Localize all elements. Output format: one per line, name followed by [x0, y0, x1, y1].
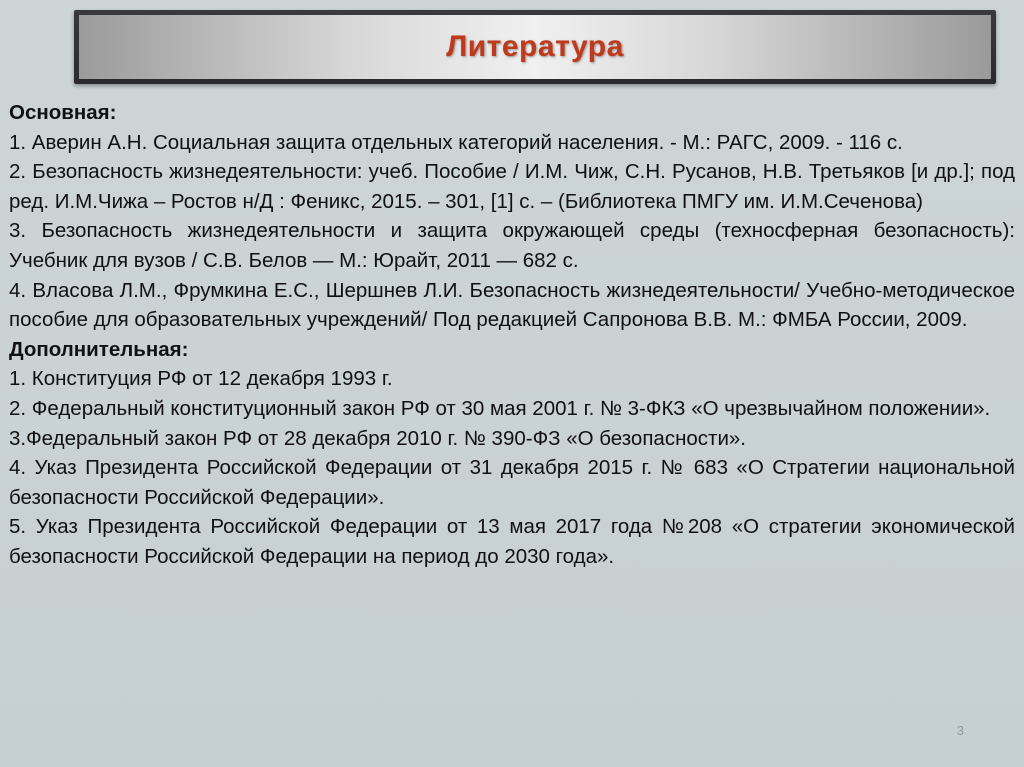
reference-item: 1. Аверин А.Н. Социальная защита отдельных категорий населения. - М.: РАГС, 2009. - 116 с.	[9, 130, 903, 154]
title-bar	[79, 15, 991, 79]
page-number: 3	[956, 723, 964, 738]
references-list	[9, 98, 1015, 572]
reference-item: 3.Федеральный закон РФ от 28 декабря 2010 г. № 390-ФЗ «О безопасности».	[9, 426, 746, 450]
reference-item: 1. Конституция РФ от 12 декабря 1993 г.	[9, 367, 393, 391]
section-header-main: Основная:	[9, 101, 117, 124]
section-header-extra: Дополнительная:	[9, 337, 189, 361]
reference-item: 4. Указ Президента Российской Федерации от 31 декабря 2015 г. № 683 «О Стратегии национальной безопасности Российской Федерации».	[9, 456, 1015, 509]
reference-item: 4. Власова Л.М., Фрумкина Е.С., Шершнев Л.И. Безопасность жизнедеятельности/ Учебно-методическое пособие для образовательных учреждений/ Под редакцией Сапронова В.В. М.: ФМБА России, 2009.	[9, 278, 1015, 332]
reference-item: 5. Указ Президента Российской Федерации от 13 мая 2017 года №208 «О стратегии экономической безопасности Российской Федерации на период до 2030 года».	[9, 515, 1015, 568]
reference-item: 2. Безопасность жизнедеятельности: учеб. Пособие / И.М. Чиж, С.Н. Русанов, Н.В. Третьяков [и др.]; под ред. И.М.Чижа – Ростов н/Д : Феникс, 2015. – 301, [1] с. – (Библиотека ПМГУ им. И.М.Сеченова)	[9, 160, 1015, 213]
title-banner	[74, 10, 996, 84]
page-title: Литература	[446, 30, 624, 63]
reference-item: 3. Безопасность жизнедеятельности и защита окружающей среды (техносферная безопасность): Учебник для вузов / С.В. Белов — М.: Юрайт, 2011 — 682 с.	[9, 219, 1015, 272]
reference-item: 2. Федеральный конституционный закон РФ от 30 мая 2001 г. № 3-ФКЗ «О чрезвычайном положении».	[9, 396, 991, 420]
